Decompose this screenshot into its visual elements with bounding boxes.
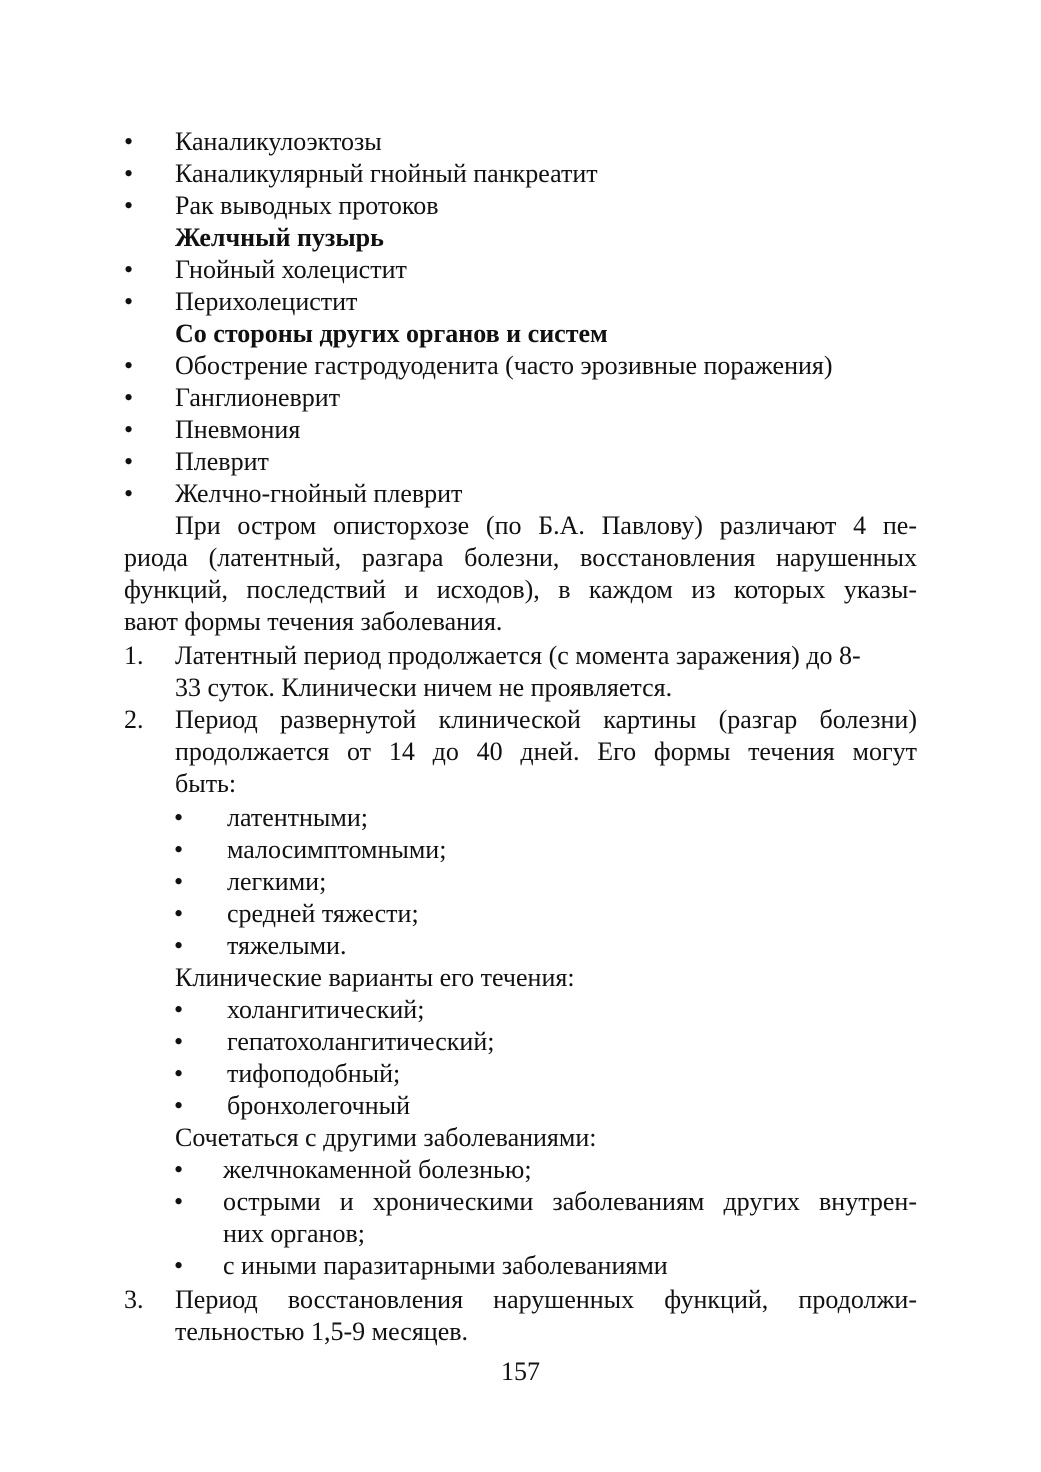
sub-list-item-text: тифоподобный;: [227, 1059, 401, 1088]
sub-list-item-text: острыми и хроническими заболеваниям других внутрен-: [223, 1187, 917, 1216]
bullet-marker: •: [174, 867, 184, 896]
item-text-line: тельностью 1,5-9 месяцев.: [175, 1317, 469, 1346]
sub-list-item-text: средней тяжести;: [227, 899, 419, 928]
number-marker: 2.: [124, 705, 144, 734]
bullet-marker: •: [174, 1091, 184, 1120]
number-marker: 1.: [124, 641, 144, 670]
list-item-text: Ганглионеврит: [175, 383, 341, 412]
sub-list-item-text: них органов;: [223, 1219, 365, 1248]
list-item-text: Плеврит: [175, 447, 269, 476]
bullet-marker: •: [174, 835, 184, 864]
bullet-marker: •: [124, 159, 134, 188]
paragraph-line: функций, последствий и исходов), в каждом из которых указы-: [124, 575, 917, 604]
bullet-marker: •: [124, 127, 134, 156]
item-text-line: продолжается от 14 до 40 дней. Его формы течения могут: [175, 737, 917, 766]
paragraph-line: При остром описторхозе (по Б.А. Павлову) различают 4 пе-: [175, 511, 917, 540]
bullet-marker: •: [124, 447, 134, 476]
list-item-text: Желчно-гнойный плеврит: [175, 479, 463, 508]
paragraph-line: вают формы течения заболевания.: [124, 607, 503, 636]
sub-list-item-text: с иными паразитарными заболеваниями: [223, 1251, 668, 1280]
page-number: 157: [501, 1357, 540, 1386]
bullet-marker: •: [124, 255, 134, 284]
bullet-marker: •: [124, 415, 134, 444]
item-text-line: 33 суток. Клинически ничем не проявляется.: [175, 673, 673, 702]
heading-other-organs: Со стороны других органов и систем: [175, 319, 608, 348]
sub-list-item-text: холангитический;: [227, 995, 425, 1024]
item-text-line: Латентный период продолжается (с момента заражения) до 8-: [175, 641, 861, 670]
list-item-text: Каналикулярный гнойный панкреатит: [175, 159, 598, 188]
bullet-marker: •: [174, 995, 184, 1024]
bullet-marker: •: [174, 1251, 184, 1280]
sub-list-item-text: бронхолегочный: [227, 1091, 411, 1120]
sub-list-item-text: латентными;: [227, 803, 368, 832]
paragraph-line: риода (латентный, разгара болезни, восстановления нарушенных: [124, 543, 917, 572]
list-item-text: Гнойный холецистит: [175, 255, 407, 284]
bullet-marker: •: [174, 931, 184, 960]
list-item-text: Рак выводных протоков: [175, 191, 439, 220]
heading-gallbladder: Желчный пузырь: [175, 223, 384, 252]
number-marker: 3.: [124, 1285, 144, 1314]
list-item-text: Пневмония: [175, 415, 301, 444]
item-text-line: быть:: [175, 769, 237, 798]
bullet-marker: •: [124, 383, 134, 412]
list-item-text: Обострение гастродуоденита (часто эрозивные поражения): [175, 351, 833, 380]
bullet-marker: •: [174, 803, 184, 832]
bullet-marker: •: [124, 351, 134, 380]
item-text-line: Период развернутой клинической картины (разгар болезни): [175, 705, 917, 734]
bullet-marker: •: [124, 191, 134, 220]
bullet-marker: •: [124, 287, 134, 316]
combined-label: Сочетаться с другими заболеваниями:: [175, 1123, 597, 1152]
bullet-marker: •: [124, 479, 134, 508]
list-item-text: Каналикулоэктозы: [175, 127, 382, 156]
sub-list-item-text: гепатохолангитический;: [227, 1027, 495, 1056]
sub-list-item-text: тяжелыми.: [227, 931, 347, 960]
bullet-marker: •: [174, 1059, 184, 1088]
list-item-text: Перихолецистит: [175, 287, 358, 316]
bullet-marker: •: [174, 1187, 184, 1216]
sub-list-item-text: легкими;: [227, 867, 327, 896]
bullet-marker: •: [174, 899, 184, 928]
variants-label: Клинические варианты его течения:: [175, 963, 575, 992]
item-text-line: Период восстановления нарушенных функций, продолжи-: [175, 1285, 917, 1314]
sub-list-item-text: малосимптомными;: [227, 835, 447, 864]
bullet-marker: •: [174, 1027, 184, 1056]
bullet-marker: •: [174, 1155, 184, 1184]
sub-list-item-text: желчнокаменной болезнью;: [223, 1155, 532, 1184]
